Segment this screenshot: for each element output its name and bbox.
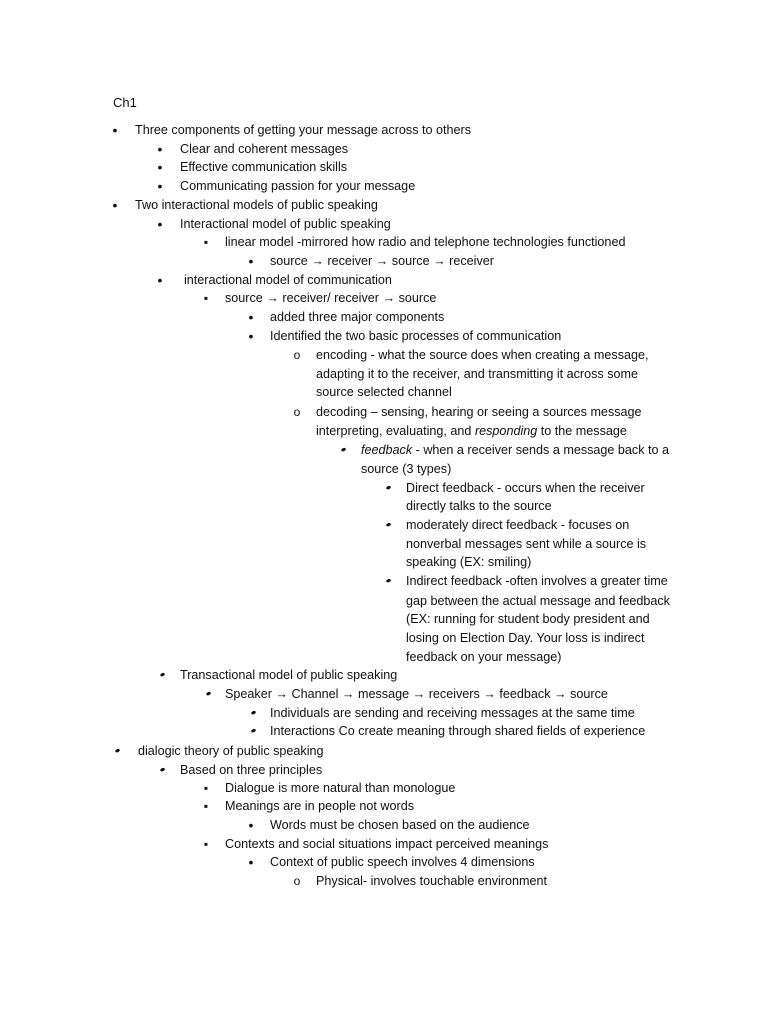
square-bullet-icon xyxy=(199,233,213,252)
italic-term: feedback xyxy=(361,443,413,457)
outline-item-continued: (EX: running for student body president and xyxy=(406,612,650,626)
outline-item: Identified the two basic processes of communication xyxy=(270,329,562,343)
disc-bullet-icon xyxy=(110,742,124,761)
disc-bullet-icon xyxy=(153,177,167,197)
outline-item: source → receiver → source → receiver xyxy=(270,254,494,268)
outline-item: Two interactional models of public speaking xyxy=(135,198,378,212)
outline-item: Meanings are in people not words xyxy=(225,799,415,813)
outline-item-continued: losing on Election Day. Your loss is indirect xyxy=(406,631,645,645)
disc-bullet-icon xyxy=(153,140,167,160)
outline-item-continued: source (3 types) xyxy=(361,462,452,476)
outline-item: Based on three principles xyxy=(180,763,323,777)
disc-bullet-icon xyxy=(244,252,258,272)
outline-item: source → receiver/ receiver → source xyxy=(225,291,437,305)
outline-item-continued: directly talks to the source xyxy=(406,499,552,513)
outline-item: Effective communication skills xyxy=(180,160,348,174)
outline-item: Contexts and social situations impact perceived meanings xyxy=(225,837,549,851)
text-run: to the message xyxy=(537,424,627,438)
disc-bullet-icon xyxy=(244,308,258,328)
disc-bullet-icon xyxy=(153,215,167,235)
disc-bullet-icon xyxy=(244,853,258,873)
disc-bullet-icon xyxy=(244,327,258,347)
outline-item: dialogic theory of public speaking xyxy=(138,744,324,758)
outline-item: Speaker → Channel → message → receivers → feedback → source xyxy=(225,687,608,701)
circle-bullet-icon xyxy=(290,872,304,891)
circle-bullet-icon xyxy=(290,403,304,422)
disc-bullet-icon xyxy=(246,722,260,741)
disc-bullet-icon xyxy=(153,158,167,178)
square-bullet-icon xyxy=(199,289,213,308)
disc-bullet-icon xyxy=(201,685,215,704)
outline-item-continued: adapting it to the receiver, and transmitting it across some xyxy=(316,367,639,381)
text-run: - when a receiver sends a message back to a xyxy=(412,443,670,457)
square-bullet-icon xyxy=(199,779,213,798)
outline-item-continued: speaking (EX: smiling) xyxy=(406,555,532,569)
outline-item: linear model -mirrored how radio and telephone technologies functioned xyxy=(225,235,626,249)
disc-bullet-icon xyxy=(246,704,260,723)
disc-bullet-icon xyxy=(108,121,122,141)
disc-bullet-icon xyxy=(155,761,169,780)
disc-bullet-icon xyxy=(153,271,167,291)
outline-item: Indirect feedback -often involves a greater time xyxy=(406,574,668,588)
outline-item: Communicating passion for your message xyxy=(180,179,416,193)
circle-bullet-icon xyxy=(290,346,304,365)
outline-item: Three components of getting your message across to others xyxy=(135,123,472,137)
outline-item-continued xyxy=(316,422,627,441)
outline-item: Clear and coherent messages xyxy=(180,142,349,156)
disc-bullet-icon xyxy=(108,196,122,216)
outline-item-continued: gap between the actual message and feedback xyxy=(406,594,670,608)
outline-item: Context of public speech involves 4 dimensions xyxy=(270,855,535,869)
outline-item xyxy=(361,441,669,460)
outline-item: Individuals are sending and receiving messages at the same time xyxy=(270,706,635,720)
disc-bullet-icon xyxy=(155,666,169,685)
disc-bullet-icon xyxy=(381,516,395,535)
outline-item-continued: feedback on your message) xyxy=(406,650,562,664)
disc-bullet-icon xyxy=(244,816,258,836)
outline-item: Physical- involves touchable environment xyxy=(316,874,548,888)
text-run: interpreting, evaluating, and xyxy=(316,424,475,438)
outline-item: added three major components xyxy=(270,310,445,324)
outline-item: moderately direct feedback - focuses on xyxy=(406,518,630,532)
outline-item: Direct feedback - occurs when the receiver xyxy=(406,481,645,495)
outline-item: encoding - what the source does when creating a message, xyxy=(316,348,649,362)
outline-item: Transactional model of public speaking xyxy=(180,668,398,682)
outline-item: Interactions Co create meaning through shared fields of experience xyxy=(270,724,646,738)
outline-item: Words must be chosen based on the audience xyxy=(270,818,530,832)
outline-item: Dialogue is more natural than monologue xyxy=(225,781,456,795)
outline-item: Interactional model of public speaking xyxy=(180,217,391,231)
disc-bullet-icon xyxy=(336,441,350,460)
chapter-heading: Ch1 xyxy=(113,95,137,110)
outline-item: decoding – sensing, hearing or seeing a sources message xyxy=(316,405,642,419)
italic-term: responding xyxy=(474,424,538,438)
disc-bullet-icon xyxy=(381,479,395,498)
disc-bullet-icon xyxy=(381,572,395,591)
outline-item: interactional model of communication xyxy=(184,273,392,287)
square-bullet-icon xyxy=(199,797,213,816)
outline-item-continued: source selected channel xyxy=(316,385,452,399)
outline-item-continued: nonverbal messages sent while a source is xyxy=(406,537,647,551)
square-bullet-icon xyxy=(199,835,213,854)
